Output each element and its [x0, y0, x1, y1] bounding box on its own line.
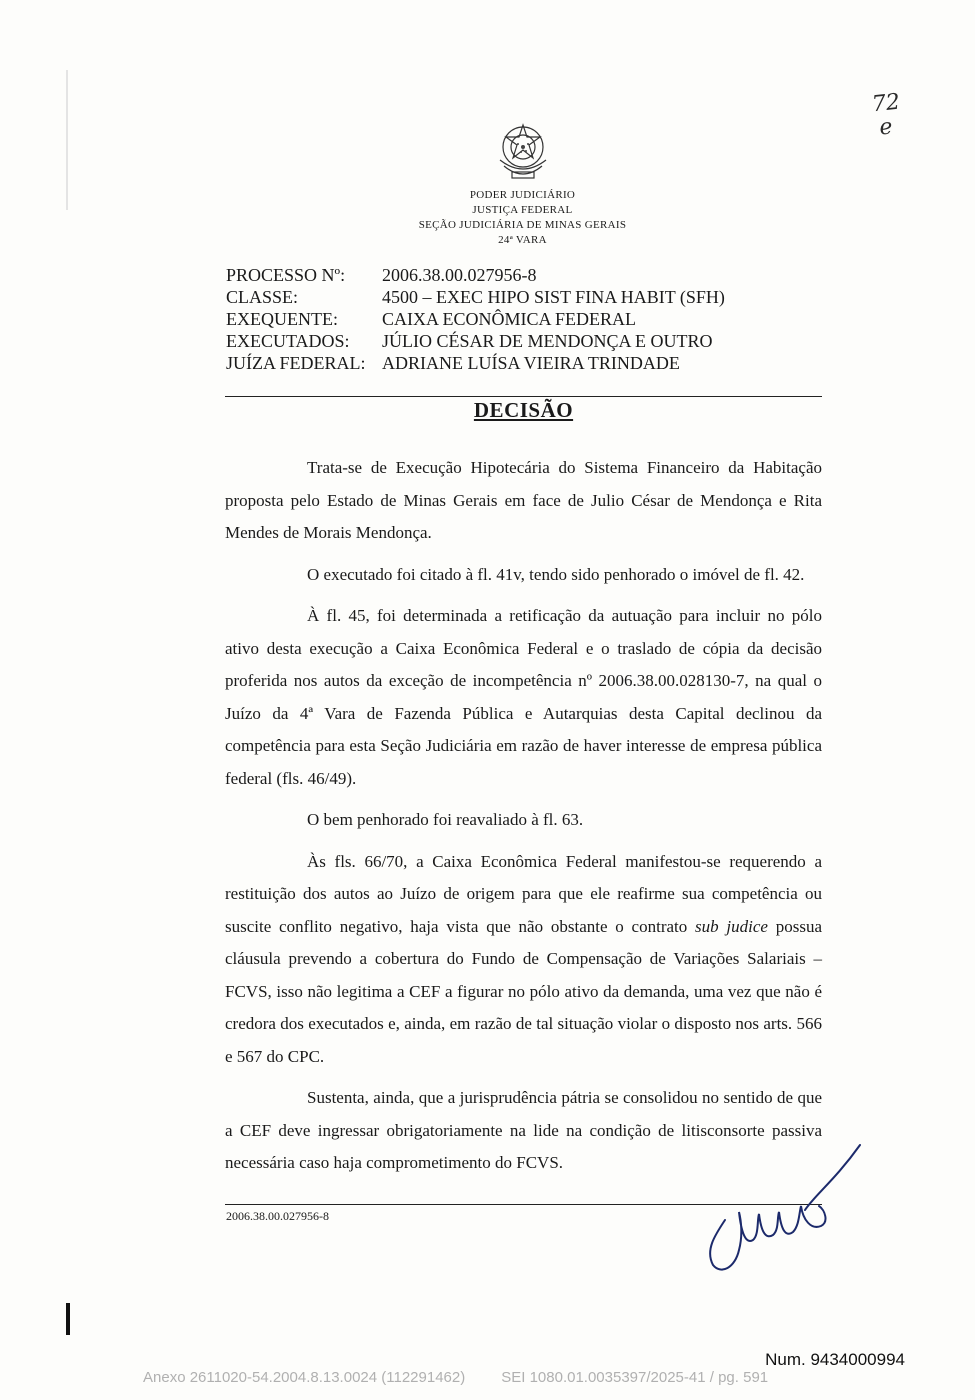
document-number: Num. 9434000994 [765, 1350, 905, 1369]
paragraph: À fl. 45, foi determinada a retificação da autuação para incluir no pólo ativo desta execução a Caixa Econômica Federal e o traslado de cópia da decisão proferida nos autos da exceção de incompetência nº 2006.38.00.028130-7, na qual o Juízo da 4ª Vara de Fazenda Pública e Autarquias desta Capital declinou da competência para esta Seção Judiciária em razão de haver interesse de empresa pública federal (fls. 46/49). [225, 606, 822, 788]
sei-reference: SEI 1080.01.0035397/2025-41 / pg. 591 [501, 1369, 769, 1386]
handwritten-signature [695, 1140, 865, 1280]
annex-footer [143, 1369, 768, 1386]
case-info-row [226, 308, 725, 330]
handwritten-folio-number: 72 [870, 89, 902, 118]
header-federal-justice: JUSTIÇA FEDERAL [472, 204, 573, 216]
paragraph: O executado foi citado à fl. 41v, tendo sido penhorado o imóvel de fl. 42. [307, 564, 805, 584]
case-info-label: PROCESSO Nº: [226, 265, 346, 285]
header-court-division: 24ª VARA [498, 234, 547, 246]
paragraph: O bem penhorado foi reavaliado à fl. 63. [307, 810, 584, 829]
annex-reference: Anexo 2611020-54.2004.8.13.0024 (112291462) [143, 1369, 466, 1386]
header-judicial-section: SEÇÃO JUDICIÁRIA DE MINAS GERAIS [418, 219, 627, 231]
case-info-value: CAIXA ECONÔMICA FEDERAL [382, 309, 637, 329]
paragraph: Sustenta, ainda, que a jurisprudência pátria se consolidou no sentido de que a CEF deve ingressar obrigatoriamente na lide na condição de litisconsorte passiva necessária caso haja comprometimento do FCVS. [225, 1088, 822, 1172]
scan-edge-mark [66, 1303, 70, 1335]
case-info-value: ADRIANE LUÍSA VIEIRA TRINDADE [382, 353, 680, 373]
coat-of-arms-icon [494, 120, 552, 186]
case-info-value: JÚLIO CÉSAR DE MENDONÇA E OUTRO [382, 331, 713, 351]
case-info-value: 4500 – EXEC HIPO SIST FINA HABIT (SFH) [382, 287, 725, 307]
divider-line [225, 396, 822, 397]
case-info-label: EXEQUENTE: [226, 309, 338, 329]
case-info [226, 264, 725, 374]
scan-crease-line [66, 70, 68, 210]
case-info-row [226, 330, 725, 352]
case-info-row [226, 264, 725, 286]
case-info-value: 2006.38.00.027956-8 [382, 265, 537, 285]
case-info-label: EXECUTADOS: [226, 331, 350, 351]
decision-body [225, 452, 822, 1189]
case-info-row [226, 286, 725, 308]
court-header [300, 188, 745, 248]
document-title: DECISÃO [473, 398, 574, 422]
case-info-label: JUÍZA FEDERAL: [226, 353, 366, 373]
header-judiciary: PODER JUDICIÁRIO [469, 189, 576, 201]
handwritten-folio-note [870, 89, 902, 141]
paragraph: Trata-se de Execução Hipotecária do Sistema Financeiro da Habitação proposta pelo Estado de Minas Gerais em face de Julio César de Mendonça e Rita Mendes de Morais Mendonça. [225, 458, 822, 542]
handwritten-folio-initial: e [878, 114, 894, 141]
paragraph: Às fls. 66/70, a Caixa Econômica Federal manifestou-se requerendo a restituição dos autos ao Juízo de origem para que ele reafirme sua competência ou suscite conflito negativo, haja vista que não obstante o contrato sub judice possua cláusula prevendo a cobertura do Fundo de Compensação de Variações Salariais – FCVS, isso não legitima a CEF a figurar no pólo ativo da demanda, uma vez que não é credora dos executados e, ainda, em razão de tal situação violar o disposto nos arts. 566 e 567 do CPC. [225, 851, 823, 1066]
footer-process-number: 2006.38.00.027956-8 [226, 1209, 329, 1223]
case-info-row [226, 352, 725, 374]
case-info-label: CLASSE: [226, 287, 299, 307]
